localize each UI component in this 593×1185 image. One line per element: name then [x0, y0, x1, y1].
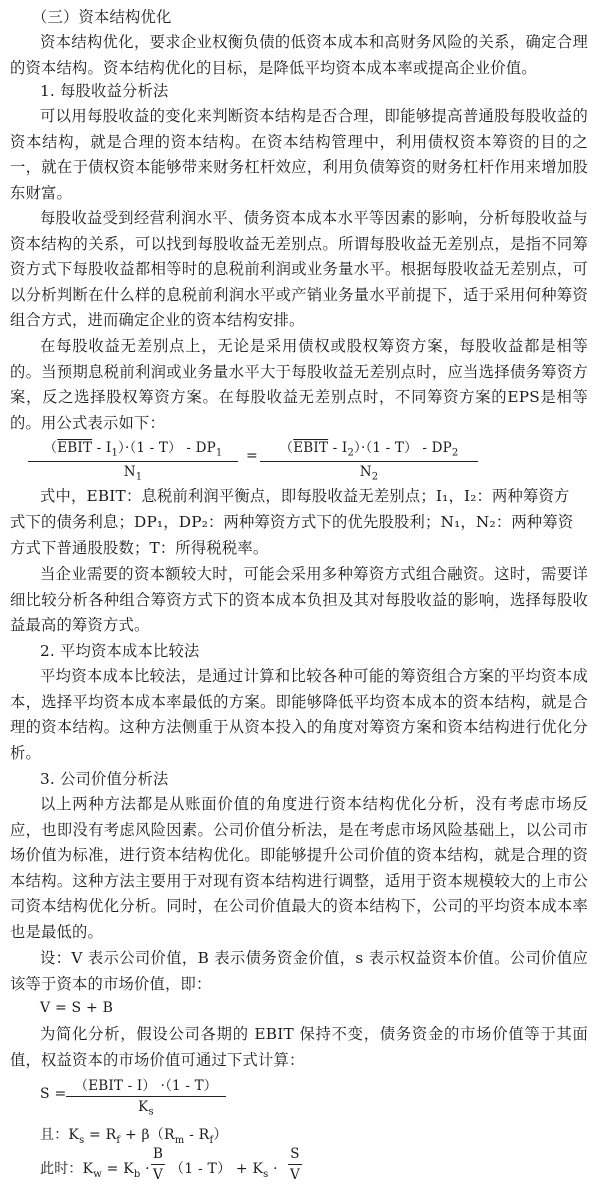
method3-paragraph-2: 设：V 表示公司价值，B 表示债务资金价值，s 表示权益资本价值。公司价值应该等于资本的市场价值，即：: [10, 949, 588, 993]
eps-formula-left-fraction: [28, 436, 238, 482]
equity-value-denominator: $K_s$: [138, 1099, 154, 1118]
wacc-debt-weight-fraction: $\frac{B}{V}$: [153, 1146, 164, 1183]
method1-paragraph-1: 可以用每股收益的变化来判断资本结构是否合理，即能够提高普通股每股收益的资本结构，就是合理的资本结构。在资本结构管理中，利用债权资本筹资的目的之一，就在于债权资本能够带来财务杠杆效应，利用负债筹资的财务杠杆作用来增加股东财富。: [10, 107, 588, 202]
eps-formula-right-numerator: （EBIT - $I_2)\cdot(1 - T) - DP_2$: [260, 436, 478, 462]
method3-paragraph-3: 为简化分析，假设公司各期的 EBIT 保持不变，债务资金的市场价值等于其面值，权益资本的市场价值可通过下式计算：: [10, 1025, 588, 1069]
eps-formula-left-denominator: $N_1$: [123, 463, 143, 483]
formula-legend-line-1: 式中，EBIT：息税前利润平衡点，即每股收益无差别点；I₁，I₂：两种筹资方: [40, 487, 570, 505]
method1-paragraph-2: 每股收益受到经营利润水平、债务资本成本水平等因素的影响，分析每股收益与资本结构的关系，可以找到每股收益无差别点。所谓每股收益无差别点，是指不同筹资方式下每股收益都相等时的息税前利润或业务量水平。根据每股收益无差别点，可以分析判断在什么样的息税前利润水平或产销业务量水平前提下，适于采用何种筹资组合方式，进而确定企业的资本结构安排。: [10, 209, 588, 329]
wacc-equity-weight-fraction: $\frac{S}{V}$: [288, 1146, 302, 1183]
wacc-formula-middle: $(1 - T) + K_s$ ·: [170, 1161, 278, 1180]
method2-heading: 2. 平均资本成本比较法: [40, 642, 200, 660]
equity-cost-formula: 且：$K_s = R_f + \beta(R_m - R_f)$: [40, 1127, 228, 1146]
eps-formula-right-fraction: [260, 436, 478, 482]
formula-legend-line-2: 式下的债务利息；DP₁，DP₂：两种筹资方式下的优先股股利；N₁，N₂：两种筹资: [10, 513, 574, 531]
intro-paragraph: 资本结构优化，要求企业权衡负债的低资本成本和高财务风险的关系，确定合理的资本结构。资本结构优化的目标，是降低平均资本成本率或提高企业价值。: [10, 33, 588, 77]
method2-paragraph-1: 平均资本成本比较法，是通过计算和比较各种可能的筹资组合方案的平均资本成本，选择平均资本成本率最低的方案。即能够降低平均资本成本的资本结构，就是合理的资本结构。这种方法侧重于从资本投入的角度对筹资方案和资本结构进行优化分析。: [10, 667, 588, 762]
method1-paragraph-4: 当企业需要的资本额较大时，可能会采用多种筹资方式组合融资。这时，需要详细比较分析各种组合筹资方式下的资本成本负担及其对每股收益的影响，选择每股收益最高的筹资方式。: [10, 565, 588, 634]
equity-value-formula-lhs: S =: [40, 1086, 67, 1102]
method1-heading: 1. 每股收益分析法: [40, 82, 169, 100]
equity-value-numerator: （EBIT - I） ·（1 - T）: [66, 1074, 226, 1097]
eps-formula-right-denominator: $N_2$: [359, 463, 379, 483]
section-title: （三）资本结构优化: [32, 8, 172, 26]
formula-legend-line-3: 方式下普通股股数；T：所得税税率。: [10, 539, 269, 557]
method3-paragraph-1: 以上两种方法都是从账面价值的角度进行资本结构优化分析，没有考虑市场反应，也即没有考虑风险因素。公司价值分析法，是在考虑市场风险基础上，以公司市场价值为标准，进行资本结构优化。即能够提升公司价值的资本结构，就是合理的资本结构。这种方法主要用于对现有资本结构进行调整，适用于资本规模较大的上市公司资本结构优化分析。同时，在公司价值最大的资本结构下，公司的平均资本成本率也是最低的。: [10, 795, 588, 941]
equity-value-fraction: [66, 1074, 226, 1118]
wacc-formula-lhs: 此时：$K_w = K_b$ ·: [40, 1161, 150, 1180]
eps-formula-left-numerator: （EBIT - $I_1)\cdot(1 - T) - DP_1$: [28, 436, 238, 462]
company-value-equation: V = S + B: [40, 1000, 114, 1016]
method1-paragraph-3: 在每股收益无差别点上，无论是采用债权或股权筹资方案，每股收益都是相等的。当预期息税前利润或业务量水平大于每股收益无差别点时，应当选择债务筹资方案，反之选择股权筹资方案。在每股收益无差别点时，不同筹资方案的EPS是相等的。用公式表示如下：: [10, 337, 588, 432]
method3-heading: 3. 公司价值分析法: [40, 770, 169, 788]
eps-formula-equals: =: [246, 448, 258, 464]
